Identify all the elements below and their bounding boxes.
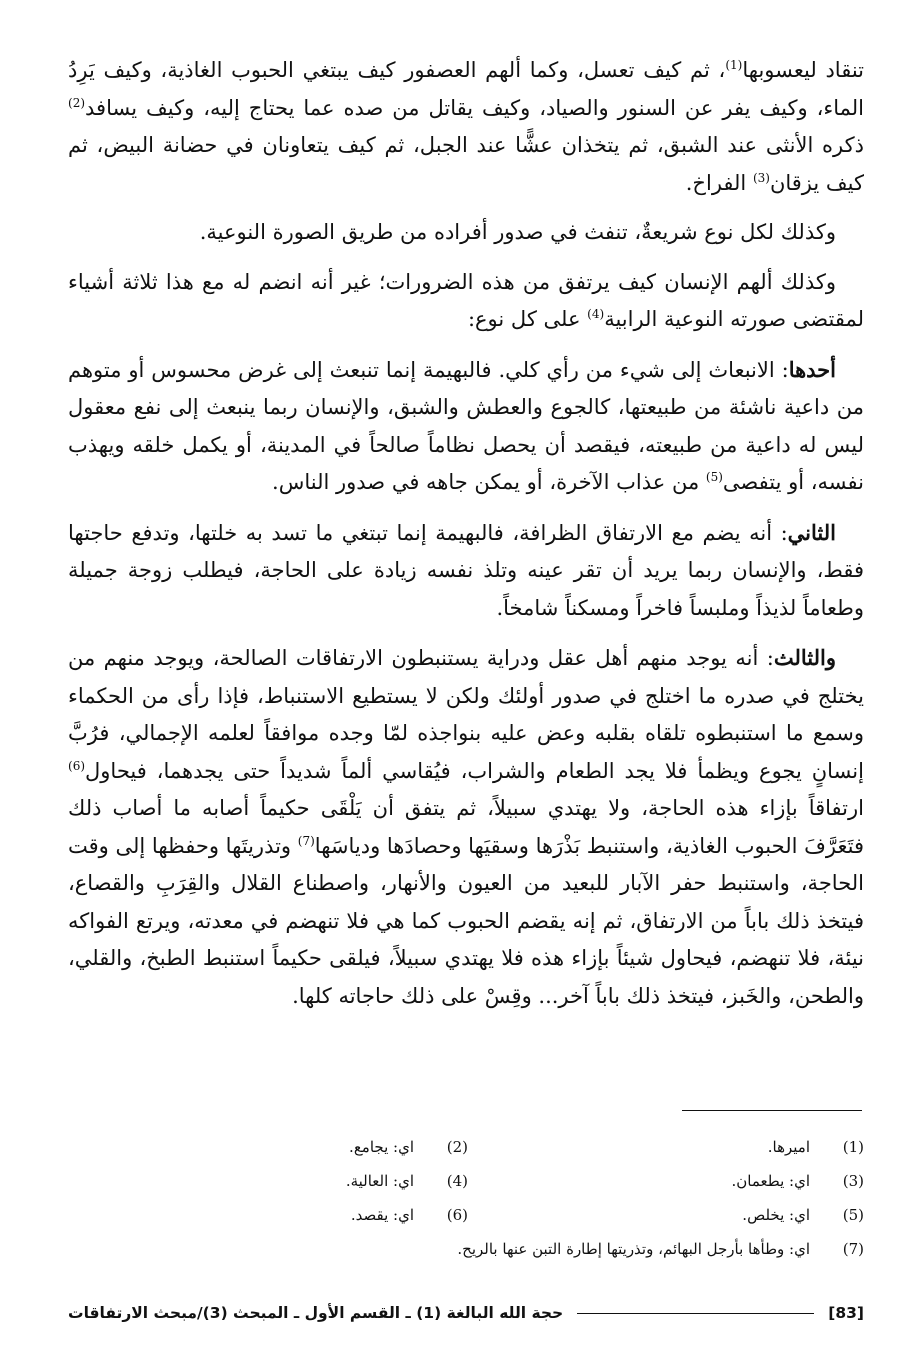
footnote-item <box>68 1232 864 1266</box>
text-segment: الفراخ. <box>685 170 753 195</box>
paragraph <box>68 351 864 502</box>
footnote-number: (3) <box>842 1172 864 1190</box>
footnote-marker: (5) <box>705 470 723 484</box>
footnotes <box>68 1130 864 1266</box>
text-segment: : أنه يوجد منهم أهل عقل ودراية يستنبطون الارتفاقات الصالحة، ويوجد منهم من يختلج في صدره ما اختلج في صدور أولئك ولكن لا يستطيع الاستنباط، فإذا رأى من الحكماء وسمع ما استنبطوه تلقاه بقلبه وعض عليه بنواجذه لمّا وجده موافقاً لعلمه الإجمالي، فرُبَّ إنسانٍ يجوع ويظمأ فلا يجد الطعام والشراب، فيُقاسي ألماً شديداً حتى يجدهما، فيحاول <box>68 646 864 783</box>
footnote-item <box>468 1130 864 1164</box>
footnote-text: اي: يقصد. <box>350 1206 414 1224</box>
text-segment: من عذاب الآخرة، أو يمكن جاهه في صدور الناس. <box>272 470 706 494</box>
paragraph <box>68 214 864 252</box>
footnote-marker: (7) <box>297 833 315 848</box>
footnote-number: (6) <box>446 1206 468 1224</box>
footnote-marker: (4) <box>587 307 605 321</box>
footnote-item <box>468 1198 864 1232</box>
footnote-number: (5) <box>842 1206 864 1224</box>
book-page <box>68 52 864 1342</box>
footnote-text: اي: العالية. <box>345 1172 414 1190</box>
text-segment: تنقاد ليعسوبها <box>742 58 864 82</box>
text-segment: وتذريتَها وحفظها إلى وقت الحاجة، واستنبط حفر الآبار للبعيد من العيون والأنهار، واصطناع القلال والقِرَبِ والقصاع، فيتخذ ذلك باباً من الارتفاق، ثم إنه يقضم الحبوب كما هي فلا تنهضم في معدته، ويرتع الفواكه نيئة، فلا تنهضم، فيحاول شيئاً بإزاء هذه فلا يهتدي سبيلاً، فيلقى حكيماً استنبط الطبخ، والقلي، والطحن، والخَبز، فيتخذ ذلك باباً آخر... وقِسْ على ذلك حاجاته كلها. <box>68 833 864 1008</box>
footnote-number: (7) <box>842 1240 864 1258</box>
text-segment: ، ثم كيف تعسل، وكما ألهم العصفور كيف يبتغي الحبوب الغاذية، وكيف يَرِدُ الماء، وكيف يفر عن السنور والصياد، وكيف يقاتل من صده عما يحتاج إليه، وكيف يسافد <box>68 58 864 120</box>
footnote-text: اي: يخلص. <box>742 1206 810 1224</box>
text-segment: : أنه يضم مع الارتفاق الظرافة، فالبهيمة إنما تبتغي ما تسد به خلتها، وتدفع حاجتها فقط، والإنسان ربما يريد أن تقر عينه وتلذ نفسه زيادة على الحاجة، فيطلب زوجة جميلة وطعاماً لذيذاً وملبساً فاخراً ومسكناً شامخاً. <box>68 520 864 620</box>
footnote-text: اميرها. <box>767 1138 810 1156</box>
footnote-marker: (3) <box>752 170 770 185</box>
footer-rule <box>577 1313 814 1314</box>
footnote-marker: (6) <box>68 758 86 773</box>
page-number: [83] <box>828 1304 864 1322</box>
footnote-text: اي: يطعمان. <box>731 1172 810 1190</box>
text-segment: : الانبعاث إلى شيء من رأي كلي. فالبهيمة إنما تنبعث إلى غرض محسوس أو متوهم من داعية ناشئة من طبيعتها، كالجوع والعطش والشبق، والإنسان ربما ينبعث إلى نفع معقول ليس له داعية من طبيعته، فيقصد أن يحصل نظاماً صالحاً في المدينة، أو يكمل خلقه ويهذب نفسه، أو يتفصى <box>68 357 864 494</box>
section-heading-word: والثالث <box>773 645 836 670</box>
footnote-text: اي: يجامع. <box>349 1138 414 1156</box>
footnote-marker: (1) <box>725 58 743 72</box>
section-heading-word: أحدها <box>788 356 836 382</box>
footnote-item <box>72 1164 468 1198</box>
footnote-item <box>72 1130 468 1164</box>
section-heading-word: الثاني <box>787 519 836 545</box>
footnote-marker: (2) <box>68 95 86 110</box>
footnote-separator <box>682 1110 862 1111</box>
text-segment: على كل نوع: <box>467 307 588 331</box>
paragraph <box>68 514 864 628</box>
footnote-item <box>468 1164 864 1198</box>
paragraph <box>68 264 864 339</box>
paragraph <box>68 52 864 202</box>
text-segment: وكذلك ألهم الإنسان كيف يرتفق من هذه الضرورات؛ غير أنه انضم له مع هذا ثلاثة أشياء لمقتضى صورته النوعية الرابية <box>68 269 864 331</box>
text-segment: ارتفاقاً بإزاء هذه الحاجة، ولا يهتدي سبيلاً، ثم يتفق أن يَلْقَى حكيماً أصابه ما أصاب ذلك فتَعَرَّفَ الحبوب الغاذية، واستنبط بَذْرَها وسقيَها وحصادَها ودياسَها <box>68 796 864 858</box>
paragraph <box>68 639 864 1015</box>
footnote-number: (2) <box>446 1138 468 1156</box>
footnote-text: اي: وطأها بأرجل البهائم، وتذريتها إطارة التبن عنها بالريح. <box>457 1240 810 1258</box>
page-footer <box>68 1296 864 1330</box>
text-segment: ذكره الأنثى عند الشبق، ثم يتخذان عشًّا عند الجبل، ثم كيف يتعاونان في حضانة البيض، ثم كيف يزقان <box>68 133 864 195</box>
running-title: حجة الله البالغة (1) ـ القسم الأول ـ المبحث (3)/مبحث الارتفاقات <box>68 1304 564 1322</box>
main-text <box>68 52 864 1015</box>
footnote-item <box>72 1198 468 1232</box>
text-segment: وكذلك لكل نوع شريعةٌ، تنفث في صدور أفراده من طريق الصورة النوعية. <box>199 220 836 244</box>
footnote-number: (1) <box>842 1138 864 1156</box>
footnote-number: (4) <box>446 1172 468 1190</box>
